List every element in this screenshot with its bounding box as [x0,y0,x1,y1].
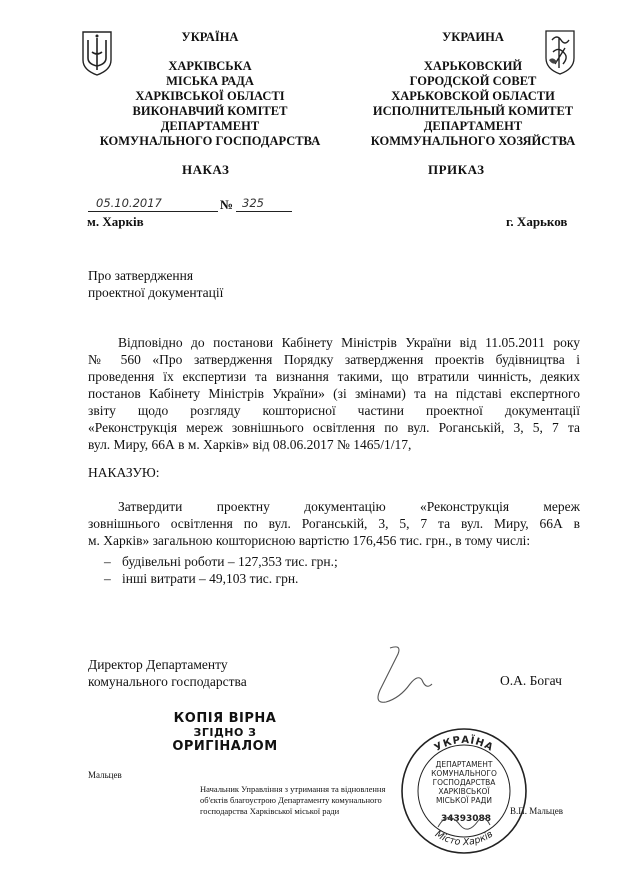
header-right-country: УКРАИНА [442,30,504,44]
header-right-line: КОММУНАЛЬНОГО ХОЗЯЙСТВА [370,134,576,148]
subject [88,267,223,301]
copy-true-stamp [165,712,285,754]
preamble-line: «Реконструкція мереж зовнішнього освітлення по вул. Роганській, 3, 5, 7 та [88,420,580,435]
order-number-label: № [220,197,234,212]
header-left-line: ДЕПАРТАМЕНТ [160,119,260,133]
bullet: – [104,554,111,569]
seal-inner-line: ГОСПОДАРСТВА [432,778,496,787]
preamble-line: № 560 «Про затвердження Порядку затвердження проектів будівництва і [88,352,580,367]
preamble-line: вул. Миру, 66А в м. Харків» від 08.06.2017 № 1465/1/17, [88,437,412,452]
order-date: 05.10.2017 [96,196,162,210]
signature-name: О.А. Богач [500,673,562,688]
copy-stamp-line: КОПІЯ ВІРНА [173,711,277,726]
seal-code: 34393088 [440,814,492,824]
header-right [323,30,620,149]
seal-top-text: УКРАЇНА [432,734,496,754]
header-right-line: ХАРЬКОВСКОЙ ОБЛАСТИ [391,89,555,103]
certifier-line: господарства Харківської міської ради [200,806,340,816]
seal-inner-line: КОМУНАЛЬНОГО [431,769,497,778]
certifier-block [200,784,385,817]
list-item [104,570,338,587]
bullet: – [104,571,111,586]
order-number: 325 [242,196,264,210]
decision-line: м. Харків» загальною кошторисною вартістю 176,456 тис. грн., в тому числі: [88,533,531,548]
subject-line: Про затвердження [88,268,194,283]
doc-type-right: ПРИКАЗ [428,162,485,177]
order-number-line [236,196,292,212]
header-right-line: ДЕПАРТАМЕНТ [423,119,523,133]
round-seal-stamp [398,725,530,857]
subject-line: проектної документації [88,285,224,300]
list-item-text: інші витрати – 49,103 тис. грн. [122,571,299,586]
order-word: НАКАЗУЮ: [88,465,160,480]
header-left-country: УКРАЇНА [181,30,239,44]
preamble-line: звіту щодо розгляду кошторисної частини проектної документації [88,403,580,418]
header-left-line: МІСЬКА РАДА [166,74,254,88]
city-left: м. Харків [87,214,144,229]
copy-stamp-line: ЗГІДНО З [193,726,257,739]
certifier-name: В.П. Мальцев [510,806,563,816]
seal-inner-line: МІСЬКОЇ РАДИ [435,796,493,805]
header-right-line: ГОРОДСКОЙ СОВЕТ [409,74,537,88]
signature-scribble-icon [360,640,450,720]
header-left-line: ХАРКІВСЬКА [168,59,252,73]
list-item-text: будівельні роботи – 127,353 тис. грн.; [122,554,338,569]
order-date-line [88,196,218,212]
seal-inner-line: ХАРКІВСЬКОЇ [438,787,490,796]
svg-text:УКРАЇНА [433,732,495,753]
list-item [104,553,338,570]
decision [88,498,580,549]
copy-stamp-line: ОРИГІНАЛОМ [172,739,278,754]
preamble-line: проведення їх експертизи та визнання такими, що втратили чинність, деяких [88,369,580,384]
signature-position-line: комунального господарства [88,674,247,689]
seal-bottom-text: Місто Харків [432,828,496,849]
header-left [60,30,360,149]
executor-name: Мальцев [88,770,122,780]
preamble-line: постанов Кабінету Міністрів України» (зі змінами) та на підставі експертного [88,386,580,401]
header-right-line: ХАРЬКОВСКИЙ [423,59,523,73]
preamble-line: Відповідно до постанови Кабінету Міністрів України від 11.05.2011 року [118,335,580,350]
seal-inner-line: ДЕПАРТАМЕНТ [435,760,493,769]
header-right-line: ИСПОЛНИТЕЛЬНЫЙ КОМИТЕТ [372,104,574,118]
header-left-line: ВИКОНАВЧИЙ КОМІТЕТ [132,104,288,118]
header-left-line: КОМУНАЛЬНОГО ГОСПОДАРСТВА [99,134,321,148]
doc-type-left: НАКАЗ [182,162,230,177]
cost-items [104,553,338,587]
certifier-line: Начальник Управління з утримання та відновлення [200,784,386,794]
decision-line: Затвердити проектну документацію «Реконструкція мереж [118,499,580,514]
certifier-line: об'єктів благоустрою Департаменту комунального [200,795,382,805]
preamble [88,334,580,453]
header-left-line: ХАРКІВСЬКОЇ ОБЛАСТІ [135,89,285,103]
signature-position-line: Директор Департаменту [88,657,228,672]
city-right: г. Харьков [506,214,568,229]
decision-line: зовнішнього освітлення по вул. Роганській, 3, 5, 7 та вул. Миру, 66А в [88,516,580,531]
signature-position [88,656,247,690]
svg-text:Місто Харків [433,829,495,849]
